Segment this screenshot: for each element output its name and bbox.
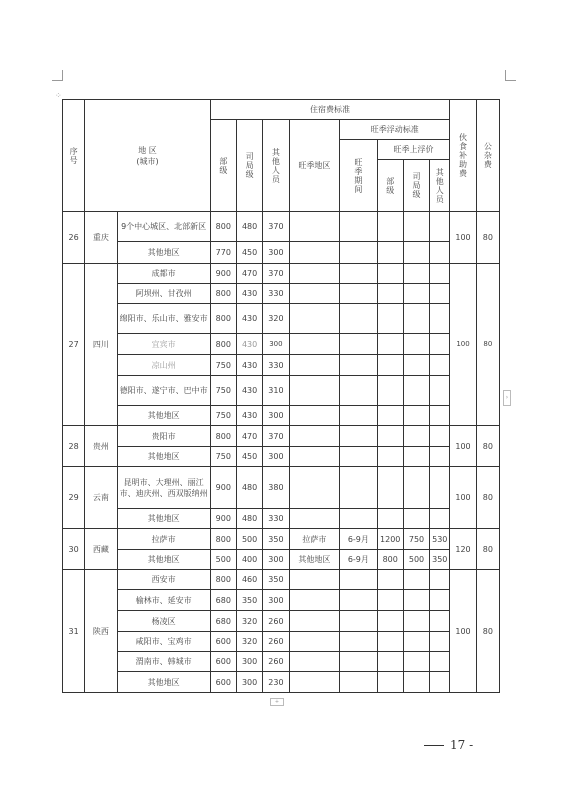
- misc-fee: 80: [476, 426, 499, 467]
- rate-bureau: 320: [236, 611, 262, 632]
- table-row: [63, 426, 500, 447]
- rate-bureau: 470: [236, 264, 262, 284]
- rate-others: 300: [263, 590, 289, 611]
- rate-others: 370: [263, 264, 289, 284]
- city-cell: 凉山州: [117, 355, 210, 376]
- rate-others: 300: [263, 447, 289, 467]
- row-number: 27: [63, 264, 85, 426]
- row-number: 26: [63, 212, 85, 264]
- rate-others: 230: [263, 672, 289, 693]
- rate-ministerial: 500: [210, 550, 236, 570]
- rate-bureau: 320: [236, 632, 262, 652]
- table-row: [63, 529, 500, 550]
- rate-bureau: 480: [236, 467, 262, 509]
- meal-allowance: 100: [450, 212, 476, 264]
- table-row: [63, 242, 500, 264]
- rate-others: 380: [263, 467, 289, 509]
- table-row: [63, 509, 500, 529]
- rate-others: 370: [263, 212, 289, 242]
- meal-allowance: 100: [450, 264, 476, 426]
- rate-ministerial: 680: [210, 611, 236, 632]
- rate-bureau: 350: [236, 590, 262, 611]
- peak-period-cell: 6-9月: [340, 550, 377, 570]
- meal-allowance: 120: [450, 529, 476, 570]
- rate-others: 260: [263, 611, 289, 632]
- rate-others: 350: [263, 529, 289, 550]
- table-row: [63, 570, 500, 590]
- header-up-ministerial: 部级: [377, 160, 403, 212]
- header-meal: 伙食补助费: [450, 100, 476, 212]
- rate-others: 300: [263, 406, 289, 426]
- meal-allowance: 100: [450, 467, 476, 529]
- city-cell: 其他地区: [117, 509, 210, 529]
- table-row: [63, 611, 500, 632]
- rate-ministerial: 750: [210, 406, 236, 426]
- header-lodging: 住宿费标准: [210, 100, 450, 120]
- rate-bureau: 300: [236, 652, 262, 672]
- table-row: [63, 550, 500, 570]
- table-row: [63, 334, 500, 355]
- allowance-table: [62, 99, 500, 693]
- peak-region-cell: 拉萨市: [289, 529, 340, 550]
- page-number-text: 17 -: [450, 738, 474, 752]
- row-number: 29: [63, 467, 85, 529]
- city-cell: 其他地区: [117, 550, 210, 570]
- rate-bureau: 400: [236, 550, 262, 570]
- city-cell: 绵阳市、乐山市、雅安市: [117, 304, 210, 334]
- table-resize-icon: +: [270, 698, 284, 706]
- rate-bureau: 430: [236, 334, 262, 355]
- misc-fee: 80: [476, 570, 499, 693]
- rate-others: 350: [263, 570, 289, 590]
- header-peak-period: 旺季期间: [340, 140, 377, 212]
- peak-others: 350: [430, 550, 450, 570]
- rate-bureau: 430: [236, 284, 262, 304]
- rate-others: 330: [263, 284, 289, 304]
- peak-region-cell: 其他地区: [289, 550, 340, 570]
- row-number: 31: [63, 570, 85, 693]
- city-cell: 榆林市、延安市: [117, 590, 210, 611]
- rate-bureau: 430: [236, 355, 262, 376]
- province-name: 重庆: [85, 212, 117, 264]
- city-cell: 阿坝州、甘孜州: [117, 284, 210, 304]
- table-row: [63, 406, 500, 426]
- rate-bureau: 430: [236, 376, 262, 406]
- city-cell: 其他地区: [117, 406, 210, 426]
- header-region: 地 区 (城市): [85, 100, 210, 212]
- table-row: [63, 284, 500, 304]
- rate-ministerial: 800: [210, 529, 236, 550]
- province-name: 陕西: [85, 570, 117, 693]
- province-name: 西藏: [85, 529, 117, 570]
- misc-fee: 80: [476, 212, 499, 264]
- rate-ministerial: 750: [210, 447, 236, 467]
- rate-bureau: 300: [236, 672, 262, 693]
- rate-ministerial: 800: [210, 212, 236, 242]
- city-cell: 其他地区: [117, 447, 210, 467]
- rate-others: 260: [263, 652, 289, 672]
- rate-ministerial: 680: [210, 590, 236, 611]
- margin-marker-icon: ›: [503, 390, 511, 406]
- rate-others: 320: [263, 304, 289, 334]
- city-cell: 昆明市、大理州、丽江市、迪庆州、西双版纳州: [117, 467, 210, 509]
- rate-others: 330: [263, 355, 289, 376]
- peak-bureau: 750: [403, 529, 429, 550]
- rate-others: 260: [263, 632, 289, 652]
- table-row: [63, 264, 500, 284]
- city-cell: 宜宾市: [117, 334, 210, 355]
- meal-allowance: 100: [450, 570, 476, 693]
- header-ministerial: 部级: [210, 120, 236, 212]
- header-others: 其他人员: [263, 120, 289, 212]
- province-name: 四川: [85, 264, 117, 426]
- rate-bureau: 430: [236, 304, 262, 334]
- table-row: [63, 590, 500, 611]
- rate-ministerial: 770: [210, 242, 236, 264]
- header-misc: 公杂费: [476, 100, 499, 212]
- rate-ministerial: 900: [210, 264, 236, 284]
- rate-others: 310: [263, 376, 289, 406]
- header-bureau: 司局级: [236, 120, 262, 212]
- rate-ministerial: 800: [210, 426, 236, 447]
- province-name: 贵州: [85, 426, 117, 467]
- page-number: [424, 738, 473, 752]
- rate-others: 300: [263, 334, 289, 355]
- rate-others: 300: [263, 550, 289, 570]
- province-name: 云南: [85, 467, 117, 529]
- crop-mark-top-right: [505, 70, 516, 81]
- rate-bureau: 480: [236, 509, 262, 529]
- rate-ministerial: 600: [210, 672, 236, 693]
- row-number: 30: [63, 529, 85, 570]
- rate-ministerial: 800: [210, 304, 236, 334]
- rate-ministerial: 800: [210, 284, 236, 304]
- rate-ministerial: 800: [210, 570, 236, 590]
- header-seq: 序号: [63, 100, 85, 212]
- peak-period-cell: 6-9月: [340, 529, 377, 550]
- city-cell: 成都市: [117, 264, 210, 284]
- table-row: [63, 652, 500, 672]
- table-row: [63, 376, 500, 406]
- header-peak-region: 旺季地区: [289, 120, 340, 212]
- crop-mark-top-left: [52, 70, 63, 81]
- rate-ministerial: 900: [210, 467, 236, 509]
- rate-bureau: 460: [236, 570, 262, 590]
- header-peak-float: 旺季浮动标准: [340, 120, 450, 140]
- peak-others: 530: [430, 529, 450, 550]
- rate-bureau: 480: [236, 212, 262, 242]
- table-anchor-icon: ⁘: [55, 91, 62, 100]
- city-cell: 其他地区: [117, 242, 210, 264]
- rate-bureau: 500: [236, 529, 262, 550]
- peak-ministerial: 800: [377, 550, 403, 570]
- rate-ministerial: 600: [210, 652, 236, 672]
- table-row: [63, 212, 500, 242]
- rate-ministerial: 800: [210, 334, 236, 355]
- peak-ministerial: 1200: [377, 529, 403, 550]
- rate-ministerial: 600: [210, 632, 236, 652]
- rate-bureau: 450: [236, 242, 262, 264]
- misc-fee: 80: [476, 467, 499, 529]
- rate-ministerial: 750: [210, 355, 236, 376]
- header-up-others: 其他人员: [430, 160, 450, 212]
- city-cell: 西安市: [117, 570, 210, 590]
- table-row: [63, 672, 500, 693]
- city-cell: 德阳市、遂宁市、巴中市: [117, 376, 210, 406]
- rate-bureau: 470: [236, 426, 262, 447]
- misc-fee: 80: [476, 264, 499, 426]
- table-row: [63, 467, 500, 509]
- city-cell: 9个中心城区、北部新区: [117, 212, 210, 242]
- row-number: 28: [63, 426, 85, 467]
- header-up-bureau: 司局级: [403, 160, 429, 212]
- rate-bureau: 430: [236, 406, 262, 426]
- table-row: [63, 304, 500, 334]
- header-peak-up: 旺季上浮价: [377, 140, 450, 160]
- misc-fee: 80: [476, 529, 499, 570]
- city-cell: 其他地区: [117, 672, 210, 693]
- table-row: [63, 355, 500, 376]
- city-cell: 咸阳市、宝鸡市: [117, 632, 210, 652]
- page-number-dash: [424, 745, 444, 746]
- table-row: [63, 632, 500, 652]
- rate-ministerial: 900: [210, 509, 236, 529]
- city-cell: 贵阳市: [117, 426, 210, 447]
- rate-ministerial: 750: [210, 376, 236, 406]
- city-cell: 渭南市、韩城市: [117, 652, 210, 672]
- table-row: [63, 447, 500, 467]
- rate-others: 300: [263, 242, 289, 264]
- rate-others: 370: [263, 426, 289, 447]
- rate-others: 330: [263, 509, 289, 529]
- city-cell: 杨凌区: [117, 611, 210, 632]
- city-cell: 拉萨市: [117, 529, 210, 550]
- rate-bureau: 450: [236, 447, 262, 467]
- peak-bureau: 500: [403, 550, 429, 570]
- meal-allowance: 100: [450, 426, 476, 467]
